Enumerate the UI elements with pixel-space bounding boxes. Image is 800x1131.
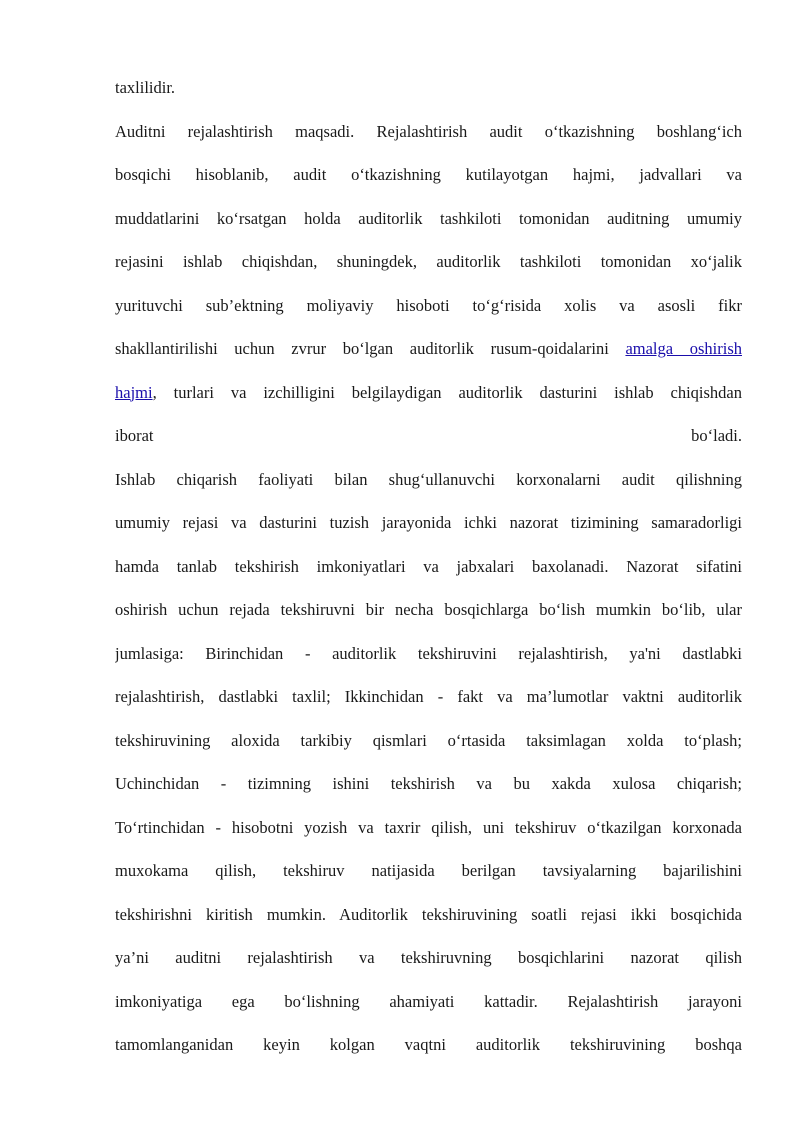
text-line xyxy=(115,588,742,632)
text-line xyxy=(115,327,742,371)
text-segment: , turlari va izchilligini belgilaydigan auditorlik dasturini ishlab chiqishdan xyxy=(152,382,742,402)
text-segment: rejasini ishlab chiqishdan, shuningdek, auditorlik tashkiloti tomonidan xo‘jalik xyxy=(115,252,742,271)
text-segment: Auditni rejalashtirish maqsadi. Rejalashtirish audit o‘tkazishning boshlang‘ich xyxy=(115,121,742,141)
text-line xyxy=(115,240,742,284)
text-segment: imkoniyatiga ega bo‘lishning ahamiyati kattadir. Rejalashtirish jarayoni xyxy=(115,991,742,1011)
text-segment: muxokama qilish, tekshiruv natijasida berilgan tavsiyalarning bajarilishini xyxy=(115,861,742,880)
text-line xyxy=(115,284,742,328)
text-line xyxy=(115,936,742,980)
text-line xyxy=(115,632,742,676)
body-text xyxy=(115,66,742,1067)
text-segment: oshirish uchun rejada tekshiruvni bir necha bosqichlarga bo‘lish mumkin bo‘lib, ular xyxy=(115,600,742,619)
text-line xyxy=(115,806,742,850)
text-segment: To‘rtinchidan - hisobotni yozish va taxrir qilish, uni tekshiruv o‘tkazilgan korxonada xyxy=(115,817,742,837)
text-line xyxy=(115,849,742,893)
text-line xyxy=(115,762,742,806)
text-segment: tekshiruvining aloxida tarkibiy qismlari o‘rtasida taksimlagan xolda to‘plash; xyxy=(115,730,742,750)
text-segment: muddatlarini ko‘rsatgan holda auditorlik tashkiloti tomonidan auditning umumiy xyxy=(115,208,742,228)
text-segment: ya’ni auditni rejalashtirish va tekshiruvning bosqichlarini nazorat qilish xyxy=(115,948,742,967)
text-line xyxy=(115,414,742,458)
text-segment: tamomlanganidan keyin kolgan vaqtni auditorlik tekshiruvining boshqa xyxy=(115,1035,742,1054)
text-segment: Uchinchidan - tizimning ishini tekshirish va bu xakda xulosa chiqarish; xyxy=(115,774,742,793)
text-segment: tekshirishni kiritish mumkin. Auditorlik tekshiruvining soatli rejasi ikki bosqichida xyxy=(115,904,742,924)
text-line xyxy=(115,153,742,197)
text-line xyxy=(115,675,742,719)
text-segment: iborat bo‘ladi. xyxy=(115,426,742,445)
text-segment: shakllantirilishi uchun zvrur bo‘lgan auditorlik rusum-qoidalarini xyxy=(115,339,626,358)
text-line xyxy=(115,1023,742,1067)
text-segment: jumlasiga: Birinchidan - auditorlik tekshiruvini rejalashtirish, ya'ni dastlabki xyxy=(115,643,742,663)
text-line xyxy=(115,371,742,415)
text-segment: hamda tanlab tekshirish imkoniyatlari va jabxalari baxolanadi. Nazorat sifatini xyxy=(115,556,742,576)
text-line xyxy=(115,501,742,545)
text-line xyxy=(115,980,742,1024)
text-segment: taxlilidir. xyxy=(115,78,176,97)
text-line xyxy=(115,719,742,763)
text-segment: rejalashtirish, dastlabki taxlil; Ikkinchidan - fakt va ma’lumotlar vaktni auditorlik xyxy=(115,687,742,706)
hyperlink[interactable]: hajmi xyxy=(115,382,153,402)
text-line xyxy=(115,110,742,154)
text-line xyxy=(115,893,742,937)
text-line xyxy=(115,458,742,502)
text-segment: bosqichi hisoblanib, audit o‘tkazishning kutilayotgan hajmi, jadvallari va xyxy=(115,165,742,184)
text-segment: umumiy rejasi va dasturini tuzish jarayonida ichki nazorat tizimining samaradorligi xyxy=(115,513,742,532)
text-line xyxy=(115,545,742,589)
text-line xyxy=(115,66,742,110)
text-segment: yurituvchi sub’ektning moliyaviy hisoboti to‘g‘risida xolis va asosli fikr xyxy=(115,295,742,315)
text-line xyxy=(115,197,742,241)
hyperlink[interactable]: amalga oshirish xyxy=(625,339,742,358)
text-segment: Ishlab chiqarish faoliyati bilan shug‘ullanuvchi korxonalarni audit qilishning xyxy=(115,469,742,489)
